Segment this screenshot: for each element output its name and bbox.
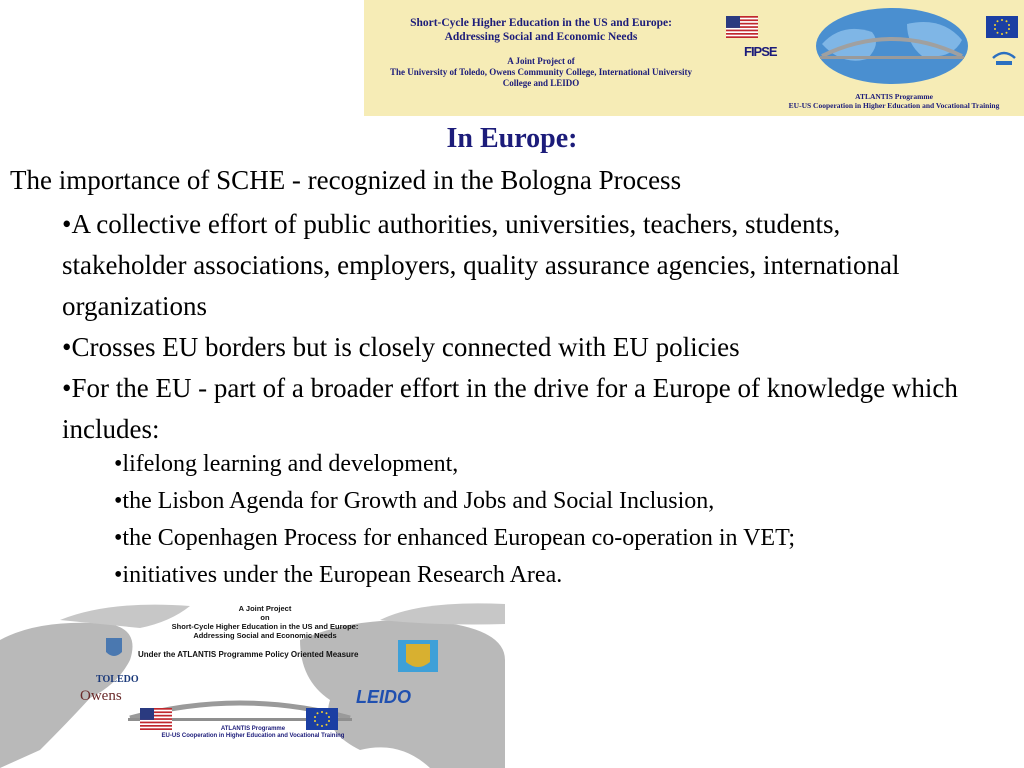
us-flag-icon — [726, 16, 758, 38]
top-banner — [364, 0, 1024, 116]
bullet-item: •A collective effort of public authorities, universities, teachers, students, stakeholder associations, employers, quality assurance agencies, international organizations — [62, 209, 900, 321]
owens-logo: Owens — [80, 688, 122, 704]
banner-subtitle-line: The University of Toledo, Owens Community College, International University — [389, 67, 692, 77]
bullet-item: •Crosses EU borders but is closely connected with EU policies — [62, 332, 740, 362]
banner-title-line: Addressing Social and Economic Needs — [444, 31, 638, 43]
leido-logo: LEIDO — [356, 687, 412, 707]
map-title-line: Short-Cycle Higher Education in the US and Europe: — [171, 622, 359, 631]
banner-title — [364, 16, 718, 44]
sub-bullet-item: •the Copenhagen Process for enhanced European co-operation in VET; — [114, 525, 796, 551]
bullet-list-level1 — [62, 204, 962, 450]
map-project-title — [150, 604, 380, 640]
map-programme-line: EU-US Cooperation in Higher Education and Vocational Training — [161, 733, 345, 739]
bullet-list-level2 — [114, 446, 1019, 594]
globe-bridge-icon — [812, 4, 972, 84]
toledo-logo: TOLEDO — [96, 674, 139, 685]
sub-bullet-item: •initiatives under the European Research Area. — [114, 562, 563, 588]
sub-bullet-item: •the Lisbon Agenda for Growth and Jobs and Social Inclusion, — [114, 488, 715, 514]
banner-subtitle-line: College and LEIDO — [502, 78, 580, 88]
lead-statement: The importance of SCHE - recognized in the Bologna Process — [10, 165, 682, 195]
map-programme-line: ATLANTIS Programme — [220, 726, 286, 732]
project-map-graphic — [0, 600, 505, 768]
eu-flag-icon — [986, 16, 1018, 38]
map-programme-label — [148, 726, 358, 740]
slide-heading: In Europe: — [446, 123, 578, 154]
banner-programme-line: EU-US Cooperation in Higher Education and Vocational Training — [788, 101, 1000, 110]
map-title-line: Addressing Social and Economic Needs — [193, 631, 337, 640]
map-title-line: A Joint Project — [238, 604, 292, 613]
map-measure-label: Under the ATLANTIS Programme Policy Oriented Measure — [138, 650, 359, 659]
bullet-item: •For the EU - part of a broader effort in the drive for a Europe of knowledge which includes: — [62, 373, 958, 444]
fipse-logo: FIPSE — [744, 44, 777, 59]
banner-subtitle-line: A Joint Project of — [507, 56, 575, 66]
socrates-logo-icon — [990, 46, 1018, 68]
map-title-line: on — [260, 613, 270, 622]
banner-programme-line: ATLANTIS Programme — [855, 92, 933, 101]
banner-subtitle — [364, 56, 718, 89]
sub-bullet-item: •lifelong learning and development, — [114, 451, 459, 477]
banner-title-line: Short-Cycle Higher Education in the US and Europe: — [410, 17, 672, 29]
banner-programme — [764, 92, 1024, 110]
